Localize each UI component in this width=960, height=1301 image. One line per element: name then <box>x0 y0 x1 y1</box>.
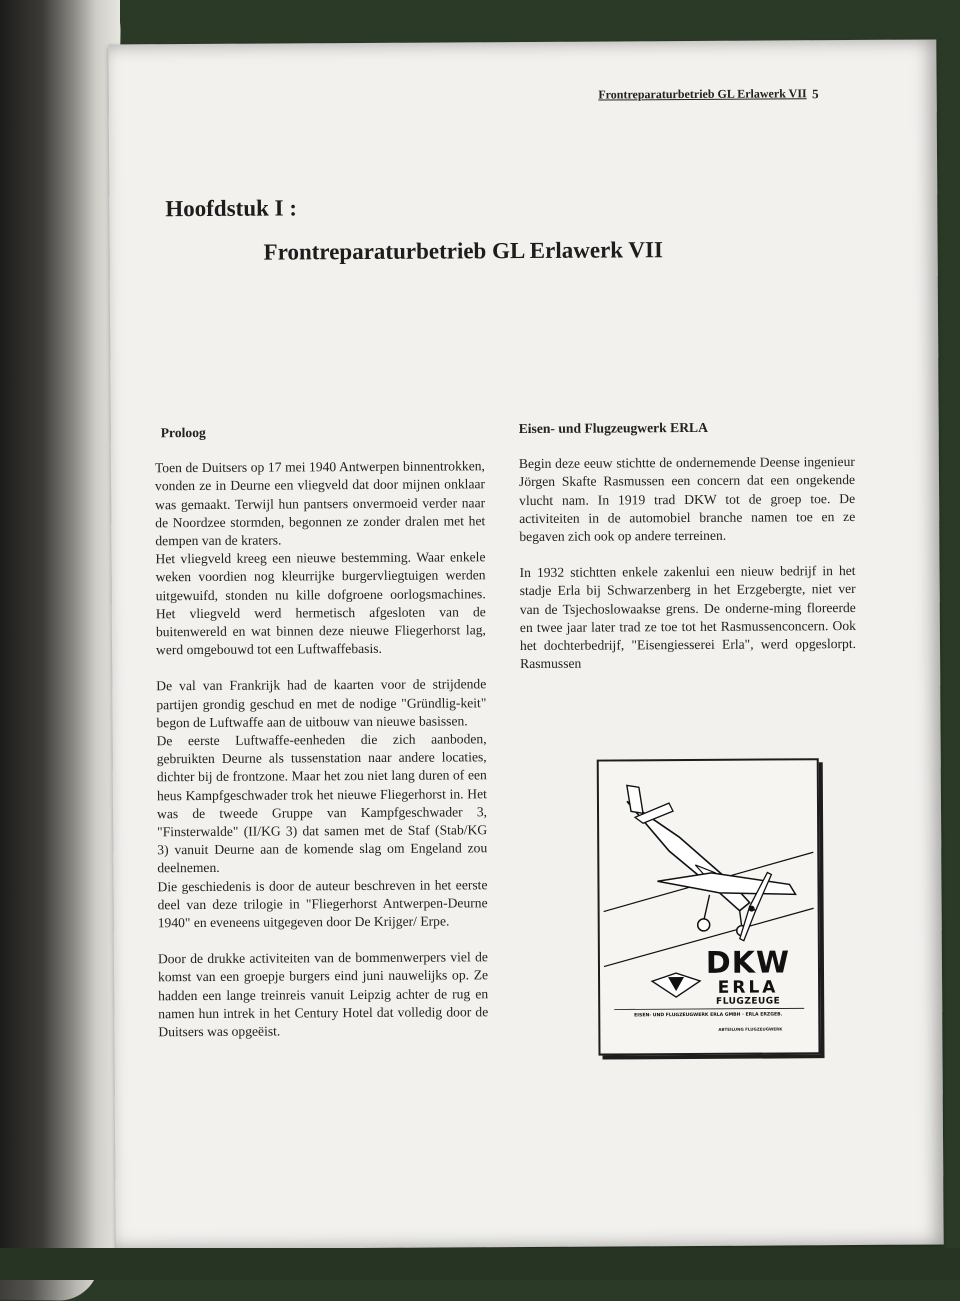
ad-brand-erla: ERLA <box>717 977 779 998</box>
paragraph: Toen de Duitsers op 17 mei 1940 Antwerpen binnentrokken, vonden ze in Deurne een vliegveld dat door mijnen onklaar was gemaakt. Terwijl hun pantsers onvermoeid verder naar de Noordzee stormden, begonnen ze zonder dralen met het dempen van de kraters. <box>154 458 486 549</box>
paragraph: Het vliegveld kreeg een nieuwe bestemming. Waar enkele weken voordien nog kleurrijke burgervliegtuigen werden uitgewuifd, stonden nu kille dofgroene oorlogsmachines. Het vliegveld werd hermetisch afgesloten van de buitenwereld en wat binnen deze nieuwe Fliegerhorst lag, werd omgebouwd tot een Luftwaffebasis. <box>155 549 486 658</box>
book-spine-shadow <box>0 0 120 1280</box>
chapter-title: Frontreparaturbetrieb GL Erlawerk VII <box>263 237 663 265</box>
book-page <box>108 39 943 1249</box>
ad-brand <box>698 945 798 1008</box>
ad-brand-dkw: DKW <box>705 945 791 981</box>
paragraph: Die geschiedenis is door de auteur beschreven in het eerste deel van deze trilogie in "Fliegerhorst Antwerpen-Deurne 1940" en eveneens uitgegeven door De Krijger/ Erpe. <box>157 876 488 931</box>
left-column <box>155 422 489 1041</box>
paragraph: Begin deze eeuw stichtte de ondernemende Deense ingenieur Jörgen Skafte Rasmussen een concern dat een ongekende vlucht nam. In 1919 trad DKW tot de groep toe. De activiteiten in de automobiel branche namen toe en ze begaven zich ook op andere terreinen. <box>518 454 856 545</box>
paragraph: Door de drukke activiteiten van de bommenwerpers viel de komst van een groepje burgers eind juni nauwelijks op. Ze hadden een lange treinreis vanuit Leipzig achter de rug en namen hun intrek in het Century Hotel dat volledig door de Duitsers was opgeëist. <box>157 949 489 1040</box>
airplane-illustration <box>599 760 819 1053</box>
section-heading-proloog: Proloog <box>160 424 206 441</box>
ad-brand-flugzeuge: FLUGZEUGE <box>716 996 781 1007</box>
dkw-erla-advertisement <box>597 758 821 1055</box>
section-heading-erla: Eisen- und Flugzeugwerk ERLA <box>518 419 708 437</box>
table-surface <box>0 1248 960 1280</box>
paragraph: De eerste Luftwaffe-eenheden die zich aanboden, gebruikten Deurne als tussenstation naar andere locaties, dichter bij de frontzone. Maar het zou niet lang duren of een heus Kampfgeschwader trok het nieuwe Fliegerhorst in. Het was de tweede Gruppe van Kampfgeschwader 3, "Finsterwalde" (II/KG 3) dat samen met de Staf (Stab/KG 3) vanuit Deurne aan de komende slag om Engeland zou deelnemen. <box>156 731 488 876</box>
paragraph: De val van Frankrijk had de kaarten voor de strijdende partijen grondig geschud en met de nodige "Gründlig-keit" begon de Luftwaffe aan de uitbouw van nieuwe basissen. <box>156 676 487 731</box>
chapter-label: Hoofdstuk I : <box>165 195 298 222</box>
right-column <box>519 418 857 673</box>
ad-footer-sub: ABTEILUNG FLUGZEUGWERK <box>718 1026 783 1032</box>
page-number: 5 <box>812 86 819 102</box>
ad-footer: EISEN- UND FLUGZEUGWERK ERLA GMBH · ERLA ERZGEB. <box>634 1012 783 1019</box>
running-head: Frontreparaturbetrieb GL Erlawerk VII <box>598 86 807 102</box>
paragraph: In 1932 stichtten enkele zakenlui een nieuw bedrijf in het stadje Erla bij Schwarzenberg in het Erzgebergte, niet ver van de Tsjechoslowaakse grens. De onderne-ming floreerde en twee jaar later trad ze toe tot het Rasmussenconcern. Ook het dochterbedrijf, "Eisengiesserei Erla", werd opgeslorpt. Rasmussen <box>519 563 857 672</box>
